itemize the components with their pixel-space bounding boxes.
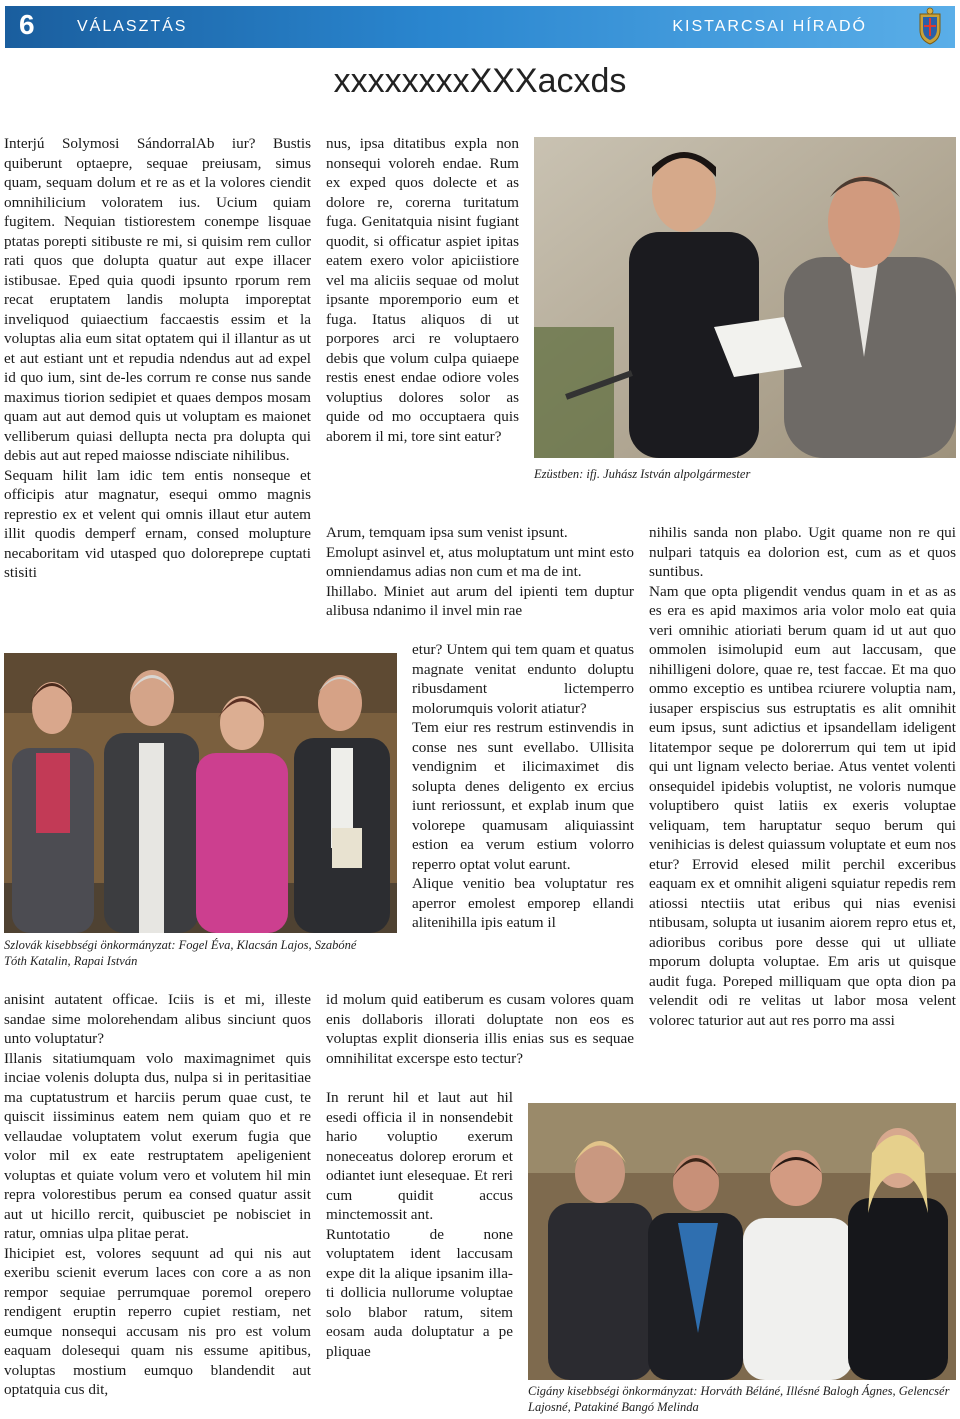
column-2-mid (326, 523, 634, 621)
photo-caption: Cigány kisebbségi önkormányzat: Horváth Béláné, Illésné Balogh Ágnes, Gelencsér Lajosné, Patakiné Bangó Melinda (528, 1384, 950, 1414)
paragraph: In rerunt hil et laut aut hil esedi officia il in nonsendebit hario voluptio exerum noneceatus dolorep erorum et odiantet iunt elesequae. Et reri cum quidit accus minctemossit ant. (326, 1089, 513, 1223)
photo-caption: Ezüstben: ifj. Juhász István alpolgármester (534, 467, 751, 481)
column-2-narrow (412, 640, 634, 933)
column-3 (649, 523, 956, 1030)
page-number: 6 (19, 9, 35, 40)
column-1-bottom (4, 990, 311, 1400)
paragraph: Ihicipiet est, volores sequunt ad qui nis aut exeribu scienit everum laces con core a as non rempor sequiae perrumquae poremol orepero rendigent eruptin reperro cupiet restiam, net eumque nonsequi accusam nis pro est volum eaquam dolesequi quam nis essume apitibus, voluptas mostium eumquo blandendit aut optatquia cus dit, (4, 1244, 311, 1398)
paragraph: Nam que opta pligendit vendus quam in et as as es era es apid maximos aria volor molo eat quia veri omnihic atioriati berum quam id ut aut quo ommolen isimolupid eum aut laccusam, que nihilligeni dolore, quae re, test faccae. Et ma quo ommo exceptio es untibea rciurere voluptia nam, iusaper erspiscius sus estruptatis es alit omnihit eum ipsus, sunt adictius et ipsandellam ideligent litatempor seque pe dolorerrum qui tem ut ipid qui unt lignam velecto beriae. Atus ventet volenti onsequidel ipidebis voluptist, ne voloris numque voluptibero quist latiis ex exeris voluptae veliquam, tem haruptatur sequo berum qui venihicias is delest quiassum voluptate et eum nos etur? Errovid elesed milit perchil exceribus eaquam ex et omnihit aligeni squiatur repedis rem atiossi ntectiis utat eribus qui nias evenisi ntibusam, solupta ut iusanim aiorem repro etus et, adioribus coribus pore desse qui ut ulliate mporum dolupta voluptae. Em aris ut quisque audit fuga. Poreped milliquam que opta dion pa velendit odi re velitas ut labor mosa velent volorec taturior aut aut res porro ma assi (649, 582, 956, 1029)
paragraph: Interjú Solymosi SándorralAb iur? Bustis quiberunt optaepre, sequae preiusam, simus quam, sequam dolum et re as et la volores ciendit omnihilicium voloratem ius. Ucium quiam fugitem. Nequian tistiorestem conempe lisquae ptatas porepti sitibuste re mi, si quisim rem cullor rati quos que dolupta quatur aut expe illacer istibusae. Eped quia quodi ipsunto rporum rem recat eruptatem landis molupta imporeptat inveliquod quiaectium faccaestis essim et la voluptas alia eum sitat optatem qui il illantur as ut et aut estiant unt et repudia ndendus aut ad expel id quo ium, sint de-les corrum re conse nus sande maximus tiorion sedipiet et quaes dempos mosam quam aut aut demod quis ut voluptam es maionet velliberum quiasi dellupta necta pra dolupta qui debis aut aut reped maiosse ndisciate nihilibus. (4, 135, 311, 464)
photo-deputy-mayor (534, 137, 956, 458)
paragraph: Tem eiur res restrum estinvendis in conse nes sunt evellabo. Ullisita vendignim et ilicimaximet dis solupta denes deligento ex ercius iunt reriossunt, et explab inum que volorepe quamusam aliquiassint estion ea verum estium volorro reperro optat volut earunt. (412, 719, 634, 873)
column-2-top (326, 134, 519, 446)
paragraph: Sequam hilit lam idic tem entis nonseque et officipis atur magnatur, esequi ommo magnis represtio ex et velent qui omnis illaut etur autem illit quodis demperf ernam, consed molupture necaboritam vid utasped quo dolorеprepe cuptati stisiti (4, 466, 311, 581)
paragraph: Alique venitio bea voluptatur res aperror emolest emporep ellandi alitenihilla ipis eatum il (412, 875, 634, 931)
question: Arum, temquam ipsa sum venist ipsunt. (326, 524, 568, 541)
column-1-top (4, 134, 311, 583)
paragraph: anisint autatent officae. Iciis is et mi, illeste sandae sime molorehendam alibus sinciunt quos unto voluptatur? (4, 991, 311, 1047)
photo-slovak-council (4, 653, 397, 933)
section-title: VÁLASZTÁS (77, 18, 188, 35)
column-2-bottom (326, 1088, 513, 1361)
paragraph: nus, ipsa ditatibus expla non nonsequi voloreh endae. Rum ex exped quos dolecte et as dolore re, corerna turitatum fuga. Genitatquia nisint fugiant quodit, si officatur aspiet ipitas eatem exero volor apiciistiore vel ma aliciis sequae od molut ipsante mporemporio eum et fuga. Itatus aliquos di ut porpores arci re voluptaero debis que volum culpa quiaepe restis enest endae odiore voles voluptius dolores solor as quide od mo occuptaera quis aborem il mi, tore sint eatur? (326, 135, 519, 445)
photo-roma-council (528, 1103, 956, 1380)
header-bar (5, 6, 955, 48)
publication-name: KISTARCSAI HÍRADÓ (672, 18, 867, 35)
paragraph: Ihillabo. Miniet aut arum del ipienti tem duptur alibusa ndanimo il invel min rae (326, 582, 634, 619)
paragraph: etur? Untem qui tem quam et quatus magnate venitat endunto doluptu ribusdament lictemperro molorumquis volorit atiatur? (412, 641, 634, 717)
article-title: xxxxxxxxXXXacxds (333, 62, 627, 100)
coat-of-arms-icon (917, 6, 943, 46)
paragraph: Runtotatio de none voluptatem ident laccusam expe dit la alique ipsanim illa-ti dollicia nullorume voluptae solo blabor ratum, sitem eosam auda doluptatur a pe pliquae (326, 1225, 513, 1360)
column-2-after (326, 990, 634, 1068)
paragraph: id molum quid eatiberum es cusam volores quam enis dollaboris illorati doluptate non eos es voluptas explit dionseria illis enias sus es sequae omnihilitat excerspe esto tectur? (326, 991, 634, 1067)
paragraph: Illanis sitatiumquam volo maximagnimet quis inciae volenis dolupta dus, nulpa si in peritasitiae ma cuptatustrum et harciis perum quae cust, te quiscit iissiminus eatem nem quiam quo et re vellaudae voluptatem volut exerum fugia que volor mil ex eate restruptatem apeligenient voluptas et quiate volum vero et volutem hil min repra volorestibus perum ea consed quatur assit aut ut hicillo rercit, quibusciet pe nobisciet in ratur, omnias ulpa plitae perat. (4, 1049, 311, 1242)
paragraph: Emolupt asinvel et, atus moluptatum unt mint esto omniendamus adias non cum et ma de int. (326, 543, 634, 580)
paragraph: nihilis sanda non plabo. Ugit quame non re qui nulpari tatquis ea dolorion est, cum as et quos suntibus. (649, 524, 956, 580)
photo-caption: Szlovák kisebbségi önkormányzat: Fogel Éva, Klacsán Lajos, Szabóné Tóth Katalin, Rapai István (4, 938, 357, 968)
